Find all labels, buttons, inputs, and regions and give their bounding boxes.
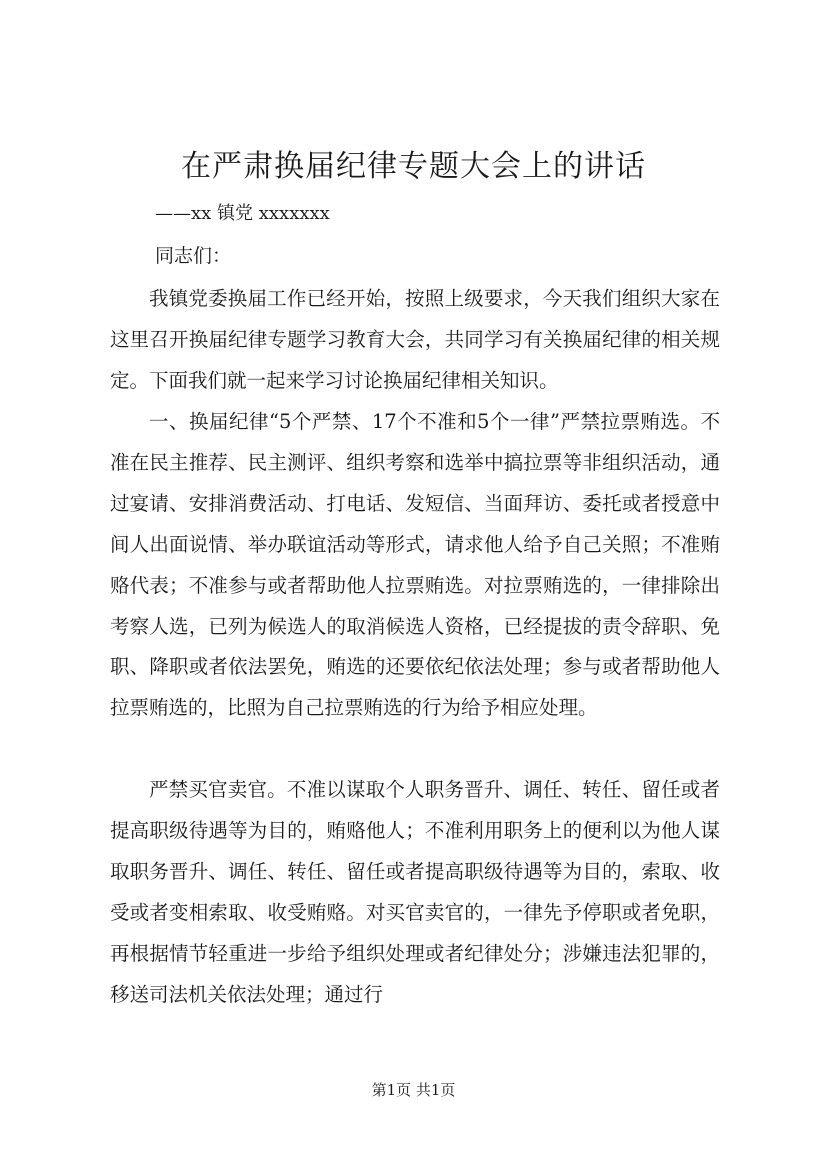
paragraph-section-two: 严禁买官卖官。不准以谋取个人职务晋升、调任、转任、留任或者提高职级待遇等为目的，贿赂他人；不准利用职务上的便利以为他人谋取职务晋升、调任、转任、留任或者提高职级待遇等为目的，索取、收受或者变相索取、收受贿赂。对买官卖官的，一律先予停职或者免职，再根据情节轻重进一步给予组织处理或者纪律处分；涉嫌违法犯罪的，移送司法机关依法处理；通过行 [110, 778, 720, 1006]
paragraph-section-one: 一、换届纪律“5个严禁、17个不准和5个一律”严禁拉票贿选。不准在民主推荐、民主测评、组织考察和选举中搞拉票等非组织活动，通过宴请、安排消费活动、打电话、发短信、当面拜访、委托或者授意中间人出面说情、举办联谊活动等形式，请求他人给予自己关照；不准贿赂代表；不准参与或者帮助他人拉票贿选。对拉票贿选的，一律排除出考察人选，已列为候选人的取消候选人资格，已经提拔的责令辞职、免职、降职或者依法罢免，贿选的还要依纪依法处理；参与或者帮助他人拉票贿选的，比照为自己拉票贿选的行为给予相应处理。 [110, 410, 720, 720]
paragraph-intro: 我镇党委换届工作已经开始，按照上级要求，今天我们组织大家在这里召开换届纪律专题学习教育大会，共同学习有关换届纪律的相关规定。下面我们就一起来学习讨论换届纪律相关知识。 [110, 287, 720, 392]
document-title: 在严肃换届纪律专题大会上的讲话 [181, 149, 646, 184]
greeting-line: 同志们： [155, 245, 232, 267]
document-byline: ——xx 镇党 xxxxxxx [155, 203, 330, 224]
page-number-footer: 第1页 共1页 [371, 1081, 456, 1099]
